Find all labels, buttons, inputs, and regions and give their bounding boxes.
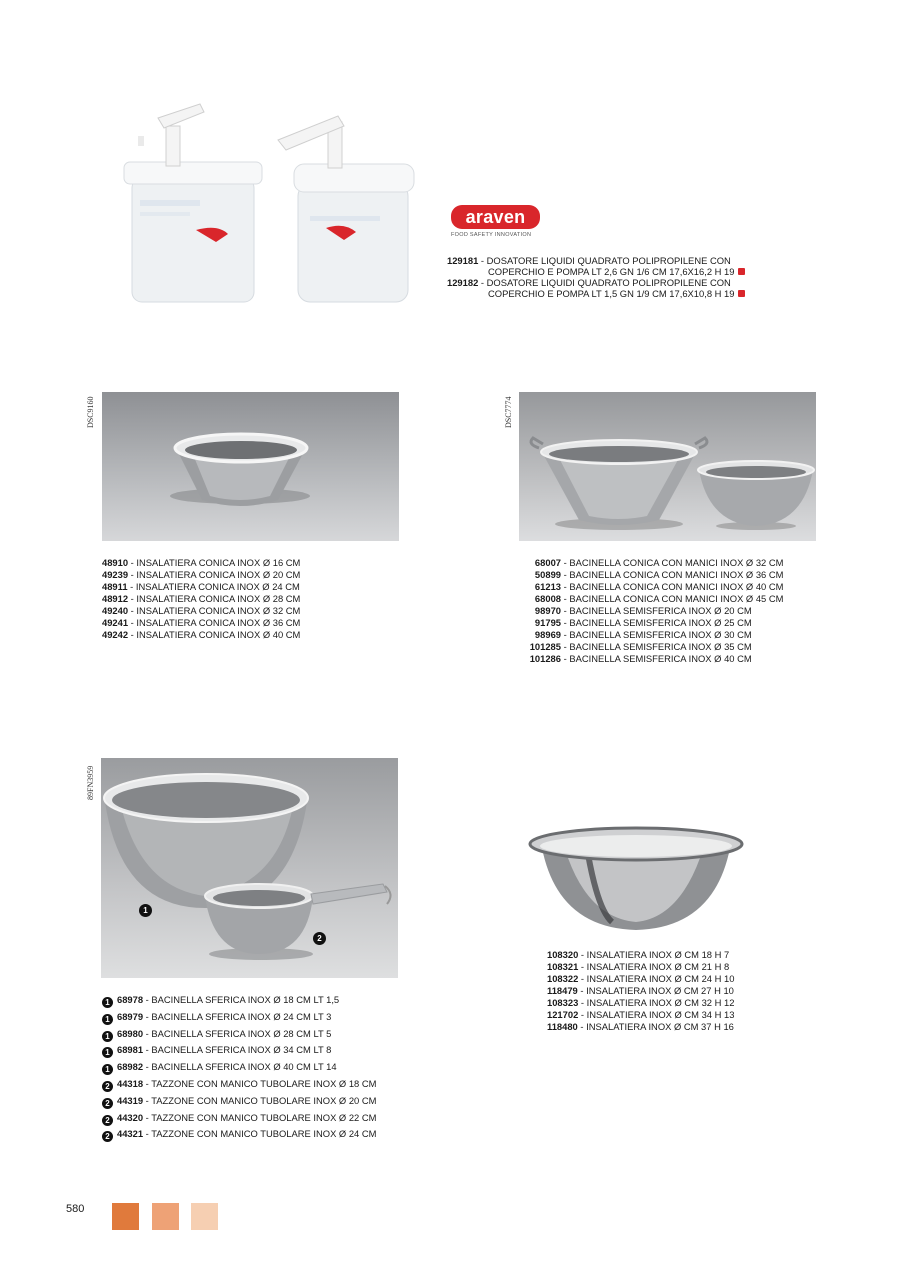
list-item: 1 68981 - BACINELLA SFERICA INOX Ø 34 CM LT 8 [102, 1042, 376, 1059]
number-1-icon: 1 [102, 997, 113, 1008]
dispenser-list [447, 255, 745, 299]
list-item: 68008 - BACINELLA CONICA CON MANICI INOX Ø 45 CM [534, 593, 784, 604]
callout-2-icon: 2 [313, 932, 326, 945]
list-item: 101286 - BACINELLA SEMISFERICA INOX Ø 40 CM [529, 653, 752, 664]
basins-photo [519, 392, 816, 541]
list-item: 108323 - INSALATIERA INOX Ø CM 32 H 12 [547, 997, 735, 1008]
list-item: 129181 - DOSATORE LIQUIDI QUADRATO POLIPROPILENE CON COPERCHIO E POMPA LT 2,6 GN 1/6 CM 17,6X16,2 H 19 [447, 255, 745, 277]
list-item: 1 68982 - BACINELLA SFERICA INOX Ø 40 CM LT 14 [102, 1059, 376, 1076]
number-2-icon: 2 [102, 1131, 113, 1142]
list-item: 49242 - INSALATIERA CONICA INOX Ø 40 CM [102, 629, 301, 640]
number-1-icon: 1 [102, 1064, 113, 1075]
araven-logo-wordmark: araven [451, 205, 540, 229]
list-item: 1 68978 - BACINELLA SFERICA INOX Ø 18 CM LT 1,5 [102, 992, 376, 1009]
photo-code: DSC9160 [86, 396, 95, 428]
conical-bowl-photo [102, 392, 399, 541]
number-1-icon: 1 [102, 1031, 113, 1042]
number-2-icon: 2 [102, 1098, 113, 1109]
color-swatch-light [191, 1203, 218, 1230]
salad-bowl-photo [528, 818, 744, 934]
photo-code: DSC7774 [504, 396, 513, 428]
araven-logo-tagline: FOOD SAFETY INNOVATION [451, 232, 532, 238]
availability-marker-icon [738, 290, 745, 297]
photo-code: 89FN3959 [86, 765, 95, 800]
list-item: 108320 - INSALATIERA INOX Ø CM 18 H 7 [547, 949, 730, 960]
list-item: 2 44320 - TAZZONE CON MANICO TUBOLARE INOX Ø 22 CM [102, 1110, 376, 1127]
list-item: 101285 - BACINELLA SEMISFERICA INOX Ø 35 CM [529, 641, 752, 652]
list-item: 48912 - INSALATIERA CONICA INOX Ø 28 CM [102, 593, 301, 604]
color-swatch-dark [112, 1203, 139, 1230]
number-2-icon: 2 [102, 1081, 113, 1092]
basins-list [520, 557, 784, 665]
list-item: 2 44321 - TAZZONE CON MANICO TUBOLARE INOX Ø 24 CM [102, 1126, 376, 1143]
list-item: 108321 - INSALATIERA INOX Ø CM 21 H 8 [547, 961, 730, 972]
list-item: 49240 - INSALATIERA CONICA INOX Ø 32 CM [102, 605, 301, 616]
list-item: 118479 - INSALATIERA INOX Ø CM 27 H 10 [547, 985, 734, 996]
list-item: 121702 - INSALATIERA INOX Ø CM 34 H 13 [547, 1009, 735, 1020]
list-item: 98969 - BACINELLA SEMISFERICA INOX Ø 30 CM [534, 629, 752, 640]
page-number: 580 [66, 1203, 85, 1215]
list-item: 2 44318 - TAZZONE CON MANICO TUBOLARE INOX Ø 18 CM [102, 1076, 376, 1093]
number-2-icon: 2 [102, 1115, 113, 1126]
list-item: 129182 - DOSATORE LIQUIDI QUADRATO POLIPROPILENE CON COPERCHIO E POMPA LT 1,5 GN 1/9 CM 17,6X10,8 H 19 [447, 277, 745, 299]
list-item: 49241 - INSALATIERA CONICA INOX Ø 36 CM [102, 617, 301, 628]
list-item: 91795 - BACINELLA SEMISFERICA INOX Ø 25 CM [534, 617, 752, 628]
number-1-icon: 1 [102, 1047, 113, 1058]
list-item: 108322 - INSALATIERA INOX Ø CM 24 H 10 [547, 973, 735, 984]
number-1-icon: 1 [102, 1014, 113, 1025]
conical-bowl-list [102, 557, 300, 641]
list-item: 48911 - INSALATIERA CONICA INOX Ø 24 CM [102, 581, 300, 592]
list-item: 48910 - INSALATIERA CONICA INOX Ø 16 CM [102, 557, 301, 568]
callout-1-icon: 1 [139, 904, 152, 917]
spherical-basin-photo [101, 758, 398, 978]
list-item: 50899 - BACINELLA CONICA CON MANICI INOX Ø 36 CM [534, 569, 784, 580]
dispensers-photo [118, 100, 428, 315]
list-item: 1 68979 - BACINELLA SFERICA INOX Ø 24 CM LT 3 [102, 1009, 376, 1026]
spherical-basin-list [102, 992, 376, 1143]
araven-logo [451, 205, 540, 238]
list-item: 68007 - BACINELLA CONICA CON MANICI INOX Ø 32 CM [534, 557, 784, 568]
list-item: 98970 - BACINELLA SEMISFERICA INOX Ø 20 CM [534, 605, 752, 616]
list-item: 61213 - BACINELLA CONICA CON MANICI INOX Ø 40 CM [534, 581, 784, 592]
list-item: 1 68980 - BACINELLA SFERICA INOX Ø 28 CM LT 5 [102, 1026, 376, 1043]
availability-marker-icon [738, 268, 745, 275]
list-item: 49239 - INSALATIERA CONICA INOX Ø 20 CM [102, 569, 301, 580]
salad-bowl-list [547, 949, 734, 1033]
list-item: 118480 - INSALATIERA INOX Ø CM 37 H 16 [547, 1021, 734, 1032]
color-swatch-medium [152, 1203, 179, 1230]
list-item: 2 44319 - TAZZONE CON MANICO TUBOLARE INOX Ø 20 CM [102, 1093, 376, 1110]
